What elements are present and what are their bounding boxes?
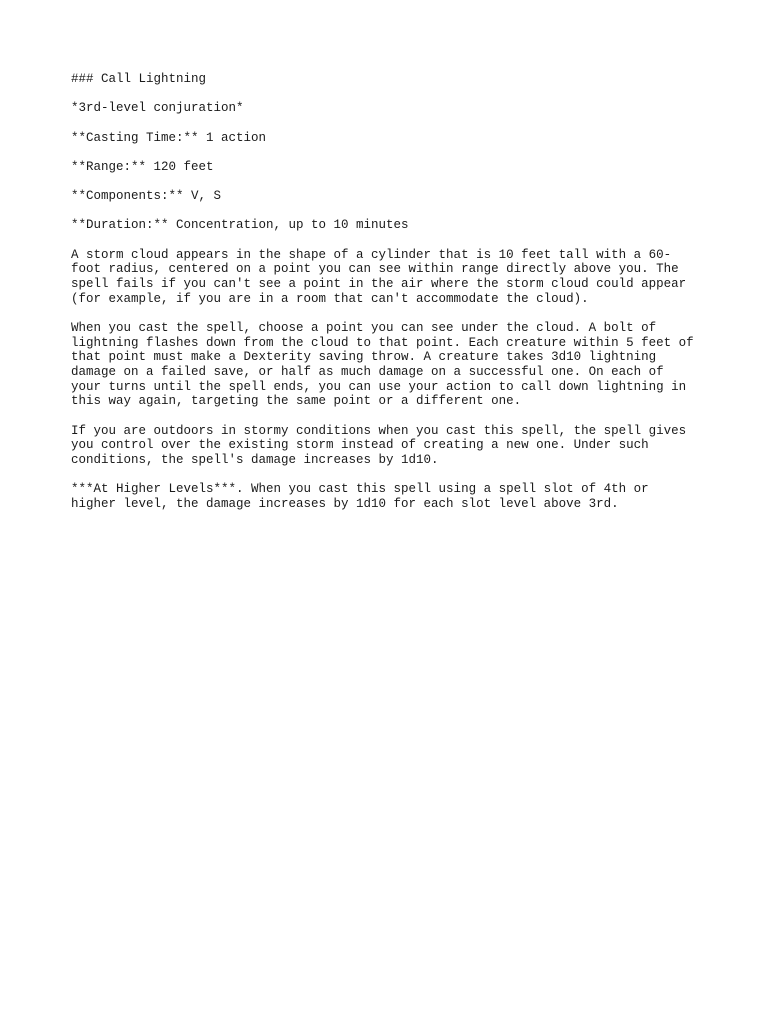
higher-levels-paragraph (71, 482, 711, 511)
components-line: **Components:** V, S (71, 189, 222, 204)
text-line: If you are outdoors in stormy conditions when you cast this spell, the spell gives (71, 423, 687, 438)
spell-heading (71, 72, 711, 87)
text-line: this way again, targeting the same point or a different one. (71, 394, 522, 409)
school-line: *3rd-level conjuration* (71, 101, 244, 116)
text-line: higher level, the damage increases by 1d10 for each slot level above 3rd. (71, 497, 619, 512)
text-line: (for example, if you are in a room that can't accommodate the cloud). (71, 291, 589, 306)
components (71, 189, 711, 204)
description-paragraph-3 (71, 424, 711, 468)
text-line: damage on a failed save, or half as much damage on a successful one. On each of (71, 365, 664, 380)
heading-line: ### Call Lightning (71, 72, 207, 86)
text-line: foot radius, centered on a point you can see within range directly above you. The (71, 262, 679, 277)
spell-school (71, 101, 711, 116)
description-paragraph-2 (71, 321, 711, 409)
casting-time (71, 131, 711, 146)
range (71, 160, 711, 175)
duration-line: **Duration:** Concentration, up to 10 minutes (71, 218, 409, 233)
description-paragraph-1 (71, 248, 711, 307)
casting-time-line: **Casting Time:** 1 action (71, 130, 267, 145)
text-line: you control over the existing storm instead of creating a new one. Under such (71, 438, 649, 453)
document-body (71, 72, 711, 526)
text-line: lightning flashes down from the cloud to that point. Each creature within 5 feet of (71, 335, 694, 350)
duration (71, 218, 711, 233)
text-line: spell fails if you can't see a point in the air where the storm cloud could appear (71, 277, 687, 292)
text-line: conditions, the spell's damage increases by 1d10. (71, 453, 439, 468)
text-line: When you cast the spell, choose a point you can see under the cloud. A bolt of (71, 321, 657, 336)
text-line: ***At Higher Levels***. When you cast this spell using a spell slot of 4th or (71, 482, 649, 497)
text-line: your turns until the spell ends, you can use your action to call down lightning in (71, 379, 687, 394)
text-line: A storm cloud appears in the shape of a cylinder that is 10 feet tall with a 60- (71, 247, 672, 262)
range-line: **Range:** 120 feet (71, 159, 214, 174)
text-line: that point must make a Dexterity saving throw. A creature takes 3d10 lightning (71, 350, 657, 365)
